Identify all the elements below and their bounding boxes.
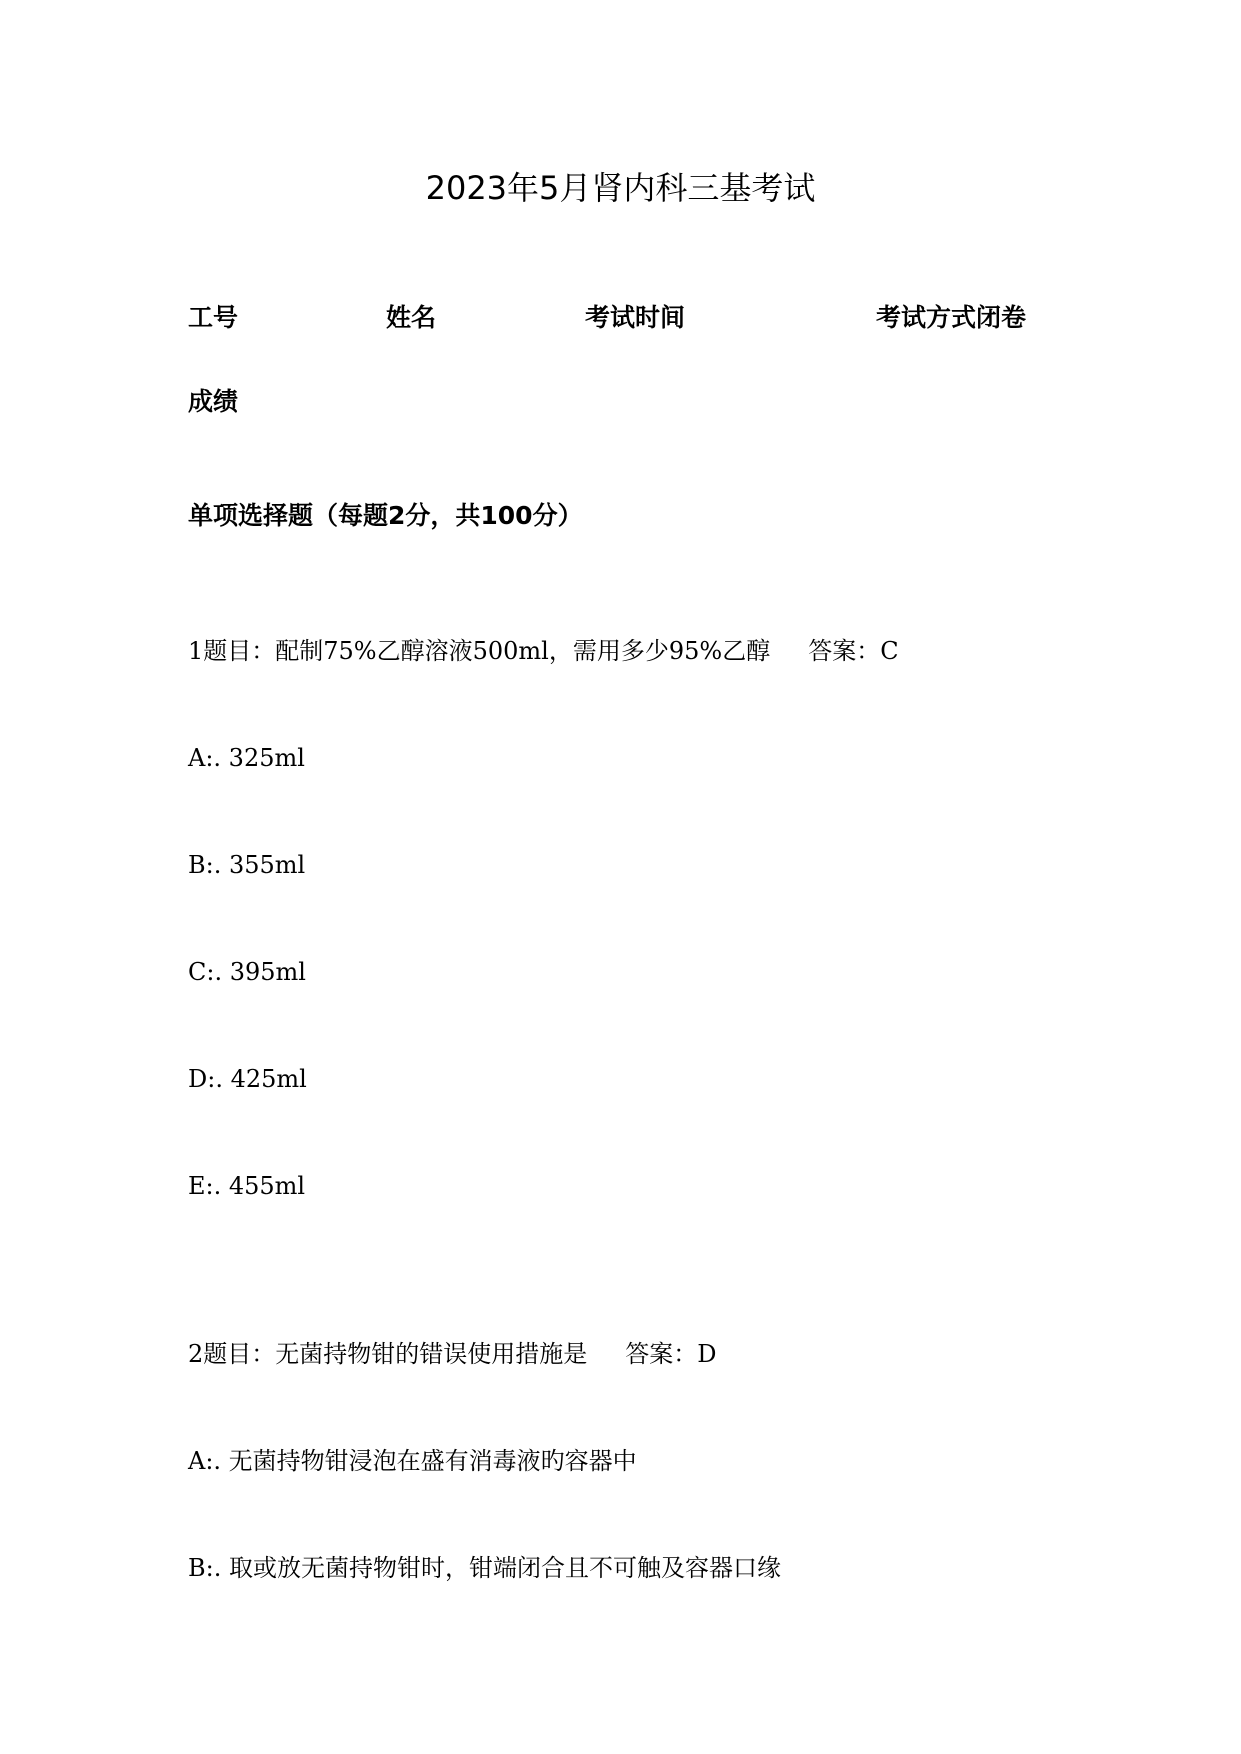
section-heading: 单项选择题（每题2分，共100分） (188, 501, 583, 530)
question-2 (188, 1336, 717, 1372)
question-1-option-b: B:. 355ml (188, 851, 306, 879)
question-2-option-b: B:. 取或放无菌持物钳时，钳端闭合且不可触及容器口缘 (188, 1554, 781, 1582)
employee-id-label: 工号 (188, 303, 239, 332)
question-1-option-d: D:. 425ml (188, 1065, 307, 1093)
question-2-option-a: A:. 无菌持物钳浸泡在盛有消毒液旳容器中 (188, 1447, 637, 1475)
question-1-text: 1题目：配制75%乙醇溶液500ml，需用多少95%乙醇 (188, 637, 771, 665)
question-2-answer: 答案：D (625, 1340, 717, 1368)
question-2-text: 2题目：无菌持物钳的错误使用措施是 (188, 1340, 588, 1368)
question-1-answer: 答案：C (808, 637, 899, 665)
question-1-option-e: E:. 455ml (188, 1172, 306, 1200)
question-1 (188, 633, 899, 669)
name-label: 姓名 (386, 303, 437, 332)
exam-mode-label: 考试方式闭卷 (876, 303, 1027, 332)
exam-title: 2023年5月肾内科三基考试 (425, 169, 816, 207)
exam-info-row (0, 300, 1241, 336)
score-label: 成绩 (188, 387, 239, 416)
exam-time-label: 考试时间 (585, 303, 686, 332)
question-1-option-c: C:. 395ml (188, 958, 306, 986)
question-1-option-a: A:. 325ml (188, 744, 305, 772)
